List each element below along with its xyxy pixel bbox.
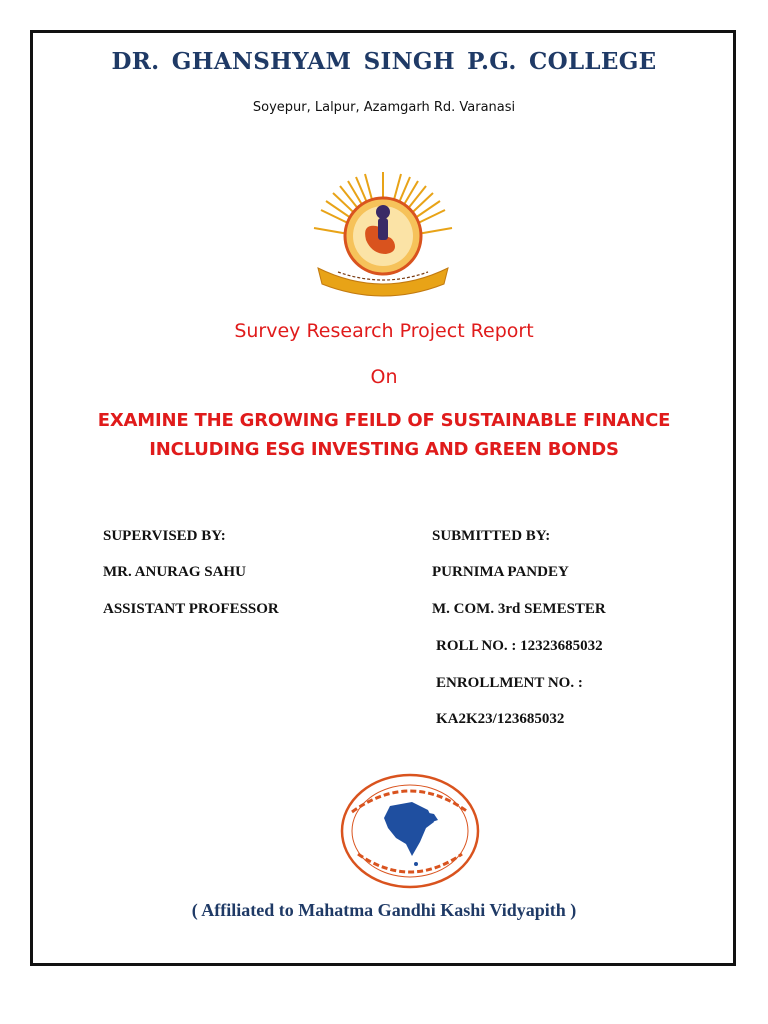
supervisor-name: MR. ANURAG SAHU — [103, 564, 246, 580]
student-enrollment-value: KA2K23/123685032 — [436, 711, 565, 727]
report-subject — [0, 406, 768, 464]
college-name: DR. GHANSHYAM SINGH P.G. COLLEGE — [111, 48, 657, 75]
submitted-by-heading: SUBMITTED BY: — [432, 528, 551, 544]
university-seal-icon — [338, 772, 482, 890]
report-title: Survey Research Project Report — [234, 320, 534, 342]
affiliation-note: ( Affiliated to Mahatma Gandhi Kashi Vidyapith ) — [191, 900, 577, 920]
supervised-by-heading: SUPERVISED BY: — [103, 528, 226, 544]
student-course: M. COM. 3rd SEMESTER — [432, 601, 606, 617]
supervisor-designation: ASSISTANT PROFESSOR — [103, 601, 279, 617]
report-subject-line-1: EXAMINE THE GROWING FEILD OF SUSTAINABLE FINANCE — [97, 410, 671, 431]
report-on-label: On — [370, 366, 398, 388]
student-roll-number: ROLL NO. : 12323685032 — [436, 638, 603, 654]
student-name: PURNIMA PANDEY — [432, 564, 569, 580]
college-emblem-icon — [308, 168, 458, 300]
report-subject-line-2: INCLUDING ESG INVESTING AND GREEN BONDS — [149, 439, 619, 460]
student-enrollment-label: ENROLLMENT NO. : — [436, 675, 583, 691]
college-address: Soyepur, Lalpur, Azamgarh Rd. Varanasi — [252, 100, 516, 115]
